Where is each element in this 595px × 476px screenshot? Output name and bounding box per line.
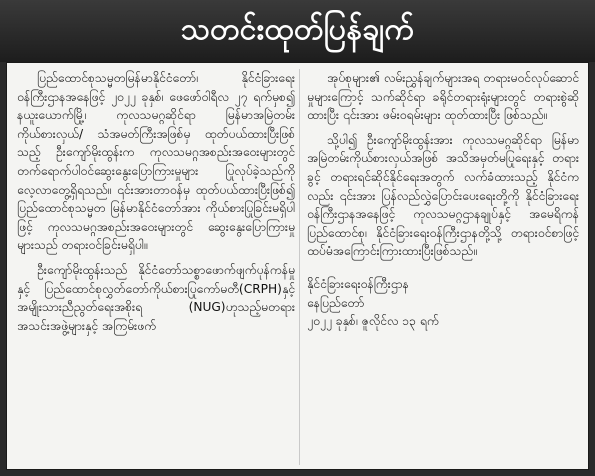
left-column xyxy=(17,69,295,341)
paragraph: ပြည်ထောင်စုသမ္မတမြန်မာနိုင်ငံတော်၊ နိုင်ငံခြားရေးဝန်ကြီးဌာနအနေဖြင့် ၂၀၂၂ ခုနှစ်၊ ဖေဖော်ဝါရီလ ၂၇ ရက်မှစ၍ နယူးယောက်မြို့၊ ကုလသမဂ္ဂဆိုင်ရာ မြန်မာအမြဲတမ်းကိုယ်စားလှယ်/ သံအမတ်ကြီးအဖြစ်မှ ထုတ်ပယ်ထားပြီးဖြစ်သည့် ဦးကျော်မိုးထွန်းက ကုလသမဂ္ဂအစည်းအဝေးများတွင် တက်ရောက်ပါဝင်ဆွေးနွေးပြောကြားမှုများ ပြုလုပ်ခဲ့သည်ကို လေ့လာတွေ့ရှိရသည်။ ၎င်းအားတာဝန်မှ ထုတ်ပယ်ထားပြီးဖြစ်၍ ပြည်ထောင်စုသမ္မတ မြန်မာနိုင်ငံတော်အား ကိုယ်စားပြုခြင်းမရှိပါဖြင့် ကုလသမဂ္ဂအစည်းအဝေးများတွင် ဆွေးနွေးပြောကြားမှုများသည် တရားဝင်ခြင်းမရှိပါ။ xyxy=(17,71,295,253)
signature-city: နေပြည်တော် xyxy=(307,295,365,310)
right-column xyxy=(307,69,579,331)
paragraph: သို့ပါ၍ ဦးကျော်မိုးထွန်းအား ကုလသမဂ္ဂဆိုင်ရာ မြန်မာအမြဲတမ်းကိုယ်စားလှယ်အဖြစ် အသိအမှတ်မပြုရေးနှင့် တရားခွင့် တရားရင်ဆိုင်နိုင်ရေးအတွက် လက်ခံထားသည့် နိုင်ငံကလည်း ၎င်းအား ပြန်လည်လွှဲပြောင်းပေးရေးတို့ကို နိုင်ငံခြားရေးဝန်ကြီးဌာနအနေဖြင့် ကုလသမဂ္ဂဌာနချုပ်နှင့် အမေရိကန်ပြည်ထောင်စု၊ နိုင်ငံခြားရေးဝန်ကြီးဌာနတို့သို့ တရားဝင်စာဖြင့် ထပ်မံအကြောင်းကြားထားပြီးဖြစ်သည်။ xyxy=(307,132,579,259)
title-banner xyxy=(0,0,595,62)
column-divider xyxy=(299,69,300,465)
statement-body xyxy=(6,62,589,470)
page-title: သတင်းထုတ်ပြန်ချက် xyxy=(180,11,415,47)
signature-ministry: နိုင်ငံခြားရေးဝန်ကြီးဌာန xyxy=(307,276,409,291)
paragraph: အုပ်စုများ၏ လမ်းညွှန်ချက်များအရ တရားမဝင်လုပ်ဆောင်မှုများကြောင့် သက်ဆိုင်ရာ ခရိုင်တရားရုံးများတွင် တရားစွဲဆိုထားပြီး ၎င်းအား ဖမ်းဝရမ်းများ ထုတ်ထားပြီး ဖြစ်သည်။ xyxy=(307,71,579,123)
signature-block xyxy=(307,275,579,331)
signature-date: ၂၀၂၂ ခုနှစ်၊ ဇူလိုင်လ ၁၃ ရက် xyxy=(307,314,439,329)
paragraph: ဦးကျော်မိုးထွန်းသည် နိုင်ငံတော်သစ္စာဖောက်ဖျက်ပုန်ကန်မှုနှင့် ပြည်ထောင်စုလွှတ်တော်ကိုယ်စားပြုကော်မတီ(CRPH)နှင့် အမျိုးသားညီညွတ်ရေးအစိုးရ (NUG)ဟုသည့်မတရားအသင်းအဖွဲ့များနှင့် အကြမ်းဖက် xyxy=(17,262,295,333)
